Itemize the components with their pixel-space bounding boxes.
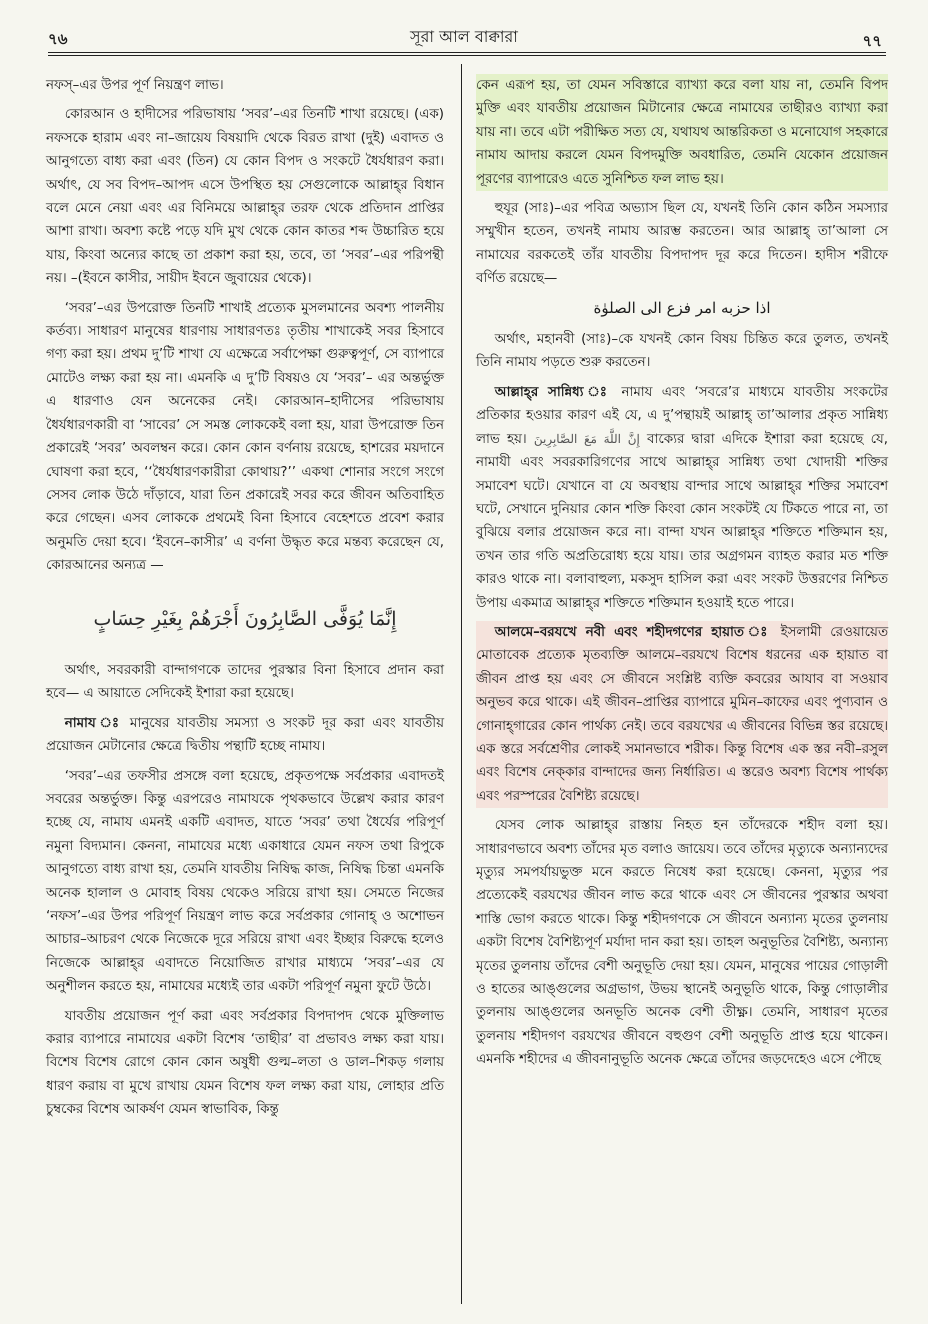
paragraph: হুযূর (সাঃ)–এর পবিত্র অভ্যাস ছিল যে, যখনই তিনি কোন কঠিন সমস্যার সম্মুখীন হতেন, তখনই নামায আরম্ভ করতেন। আর আল্লাহ্‌ তা’আলা সে নামাযের বরকতেই তাঁর যাবতীয় বিপদাপদ দূর করে দিতেন। হাদীস শরীফে বর্ণিত রয়েছে— (476, 201, 888, 287)
paragraph: যাবতীয় প্রয়োজন পূর্ণ করা এবং সর্বপ্রকার বিপদাপদ থেকে মুক্তিলাভ করার ব্যাপারে নামাযের একটা বিশেষ ‘তাছীর’ বা প্রভাবও লক্ষ্য করা যায়। বিশেষ বিশেষ রোগে কোন কোন অষুধী গুল্ম–লতা ও ডাল–শিকড় গলায় ধারণ করায় বা মুখে রাখায় যেমন বিশেষ ফল লক্ষ্য করা যায়, লোহার প্রতি চুম্বকের বিশেষ আকর্ষণ যেমন স্বাভাবিক, কিন্তু (46, 1008, 444, 1118)
arabic-hadith: اذا حزبه امر فزع الى الصلوٰة (593, 298, 771, 317)
paragraph-allah-closeness (476, 381, 888, 615)
page-number-right: ৭৭ (862, 32, 882, 50)
term-heading: আলমে–বরযখে নবী এবং শহীদগণের হায়াত ঃ (494, 624, 772, 640)
left-column (46, 74, 444, 1128)
header-rule-top (48, 52, 886, 53)
paragraph-text: ইসলামী রেওয়ায়েত মোতাবেক প্রত্যেক মৃতব্যক্তি আলমে–বরযখে বিশেষ ধরনের এক হায়াত বা জীবন প্রাপ্ত হয় এবং সে জীবনে সংশ্লিষ্ট ব্যক্তি কবরের আযাব বা সওয়াব অনুভব করে থাকে। এই জীবন–প্রাপ্তির ব্যাপারে মুমিন–কাফের এবং পুণ্যবান ও গোনাহ্‌গারের কোন পার্থক্য নেই। তবে বরযখের এ জীবনের বিভিন্ন স্তর রয়েছে। এক স্তরে সর্বশ্রেণীর লোকই সমানভাবে শরীক। কিন্তু বিশেষ এক স্তর নবী–রসুল এবং বিশেষ নেক্‌কার বান্দাদের জন্য নির্ধারিত। এ স্তরেও অবশ্য বিশেষ পার্থক্য এবং পরস্পরের বৈশিষ্ট্য রয়েছে। (476, 624, 888, 804)
page-number-left: ৭৬ (48, 30, 68, 48)
paragraph-text: বাক্যের দ্বারা এদিকে ইশারা করা হয়েছে যে, নামাযী এবং সবরকারিগণের সাথে আল্লাহ্‌র সান্নিধ্য তথা খোদায়ী শক্তির সমাবেশ ঘটে। যেখানে বা যে অবস্থায় বান্দার সাথে আল্লাহ্‌র শক্তির সমাবেশ ঘটে, সেখানে দুনিয়ার কোন শক্তি কিংবা কোন সংকটই যে টিকতে পারে না, তা বুঝিয়ে বলার প্রয়োজন করে না। বান্দা যখন আল্লাহ্‌র শক্তিতে শক্তিমান হয়, তখন তার গতি অপ্রতিরোধ্য হয়ে যায়। তার অগ্রগমন ব্যাহত করার মত শক্তি কারও থাকে না। বলাবাহুল্য, মকসুদ হাসিল করা এবং সংকট উত্তরণের নিশ্চিত উপায় একমাত্র আল্লাহ্‌র শক্তিতে শক্তিমান হওয়াই হতে পারে। (476, 431, 888, 611)
header-rule-bottom (48, 55, 886, 56)
term-heading: আল্লাহ্‌র সান্নিধ্য ঃ (494, 384, 613, 400)
paragraph-text: নামায এবং ‘সবরে’র মাধ্যমে যাবতীয় সংকটের প্রতিকার হওয়ার কারণ এই যে, এ দু’পন্থায়ই আল্লাহ্‌ তা’আলার প্রকৃত সান্নিধ্য লাভ হয়। (476, 384, 888, 447)
arabic-verse: إِنَّمَا يُوَفَّى الصَّابِرُونَ أَجْرَهُمْ بِغَيْرِ حِسَابٍ (93, 607, 397, 630)
column-divider (461, 64, 462, 1304)
right-column (476, 74, 888, 1078)
paragraph-text: মানুষের যাবতীয় সমস্যা ও সংকট দূর করা এবং যাবতীয় প্রয়োজন মেটানোর ক্ষেত্রে দ্বিতীয় পন্থাটি হচ্ছে নামায। (46, 715, 444, 755)
page-title: সূরা আল বাক্বারা (410, 27, 518, 46)
paragraph-barzakh (476, 621, 888, 808)
paragraph-namaz (46, 712, 444, 759)
paragraph: যেসব লোক আল্লাহ্‌র রাস্তায় নিহত হন তাঁদেরকে শহীদ বলা হয়। সাধারণভাবে অবশ্য তাঁদের মৃত বলাও জায়েয। তবে তাঁদের মৃত্যুকে অন্যান্যদের মৃত্যুর সমপর্যায়ভুক্ত মনে করতে নিষেধ করা হয়েছে। কেননা, মৃত্যুর পর প্রত্যেকেই বরযখের জীবন লাভ করে থাকে এবং সে জীবনের পুরস্কার অথবা শাস্তি ভোগ করতে থাকে। কিন্তু শহীদগণকে সে জীবনে অন্যান্য মৃতের তুলনায় একটা বিশেষ বৈশিষ্ট্যপূর্ণ মর্যাদা দান করা হয়। তাহল অনুভূতির বৈশিষ্ট্য, অন্যান্য মৃতের তুলনায় তাঁদের বেশী অনুভূতি দেয়া হয়। যেমন, মানুষের পায়ের গোড়ালী ও হাতের আঙ্গুলের অগ্রভাগ, উভয় স্থানেই অনুভূতি থাকে, কিন্তু গোড়ালীর তুলনায় আঙ্গুলের অনভূতি অনেক বেশী তীক্ষ্ণ। তেমনি, সাধারণ মৃতের তুলনায় শহীদগণ বরযখের জীবনে বহুগুণ বেশী অনুভূতি প্রাপ্ত হয়ে থাকেন। এমনকি শহীদের এ জীবনানুভূতি অনেক ক্ষেত্রে তাঁদের জড়দেহেও এসে পৌছে (476, 818, 888, 1068)
paragraph: নফস্‌–এর উপর পূর্ণ নিয়ন্ত্রণ লাভ। (46, 78, 224, 93)
paragraph: ‘সবর’–এর উপরোক্ত তিনটি শাখাই প্রত্যেক মুসলমানের অবশ্য পালনীয় কর্তব্য। সাধারণ মানুষের ধারণায় সাধারণতঃ তৃতীয় শাখাকেই সবর হিসাবে গণ্য করা হয়। প্রথম দু’টি শাখা যে এক্ষেত্রে সর্বাপেক্ষা গুরুত্বপূর্ণ, সে ব্যাপারে মোটেও লক্ষ্য করা হয় না। এমনকি এ দু’টি বিষয়ও যে ‘সবর’– এর অন্তর্ভুক্ত এ ধারণাও যেন অনেকের নেই। কোরআন–হাদীসের পরিভাষায় ধৈর্যধারণকারী বা ‘সাবের’ সে সমস্ত লোককেই বলা হয়, যারা উপরোক্ত তিন প্রকারেই ‘সবর’ অবলম্বন করে। কোন কোন বর্ণনায় রয়েছে, হাশরের ময়দানে ঘোষণা করা হবে, ‘‘ধৈর্যধারণকারীরা কোথায়?’’ একথা শোনার সংগে সংগে সেসব লোক উঠে দাঁড়াবে, যারা তিন প্রকারেই সবর করে জীবন অতিবাহিত করে গেছেন। এসব লোককে প্রথমেই বিনা হিসাবে বেহেশতে প্রবেশ করার অনুমতি দেয়া হবে। ‘ইবনে–কাসীর’ এ বর্ণনা উদ্ধৃত করে মন্তব্য করেছেন যে, কোরআনের অন্যত্র — (46, 300, 444, 574)
paragraph: কেন এরূপ হয়, তা যেমন সবিস্তারে ব্যাখ্যা করে বলা যায় না, তেমনি বিপদ মুক্তি এবং যাবতীয় প্রয়োজন মিটানোর ক্ষেত্রে নামাযের তাছীরও ব্যাখ্যা করা যায় না। তবে এটা পরীক্ষিত সত্য যে, যথাযথ আন্তরিকতা ও মনোযোগ সহকারে নামায আদায় করলে যেমন বিপদমুক্তি অবধারিত, তেমনি যেকোন প্রয়োজন পূরণের ব্যাপারেও এতে সুনিশ্চিত ফল লাভ হয়। (476, 74, 888, 191)
paragraph: অর্থাৎ, সবরকারী বান্দাগণকে তাদের পুরস্কার বিনা হিসাবে প্রদান করা হবে— এ আয়াতে সেদিকেই ইশারা করা হয়েছে। (46, 662, 444, 702)
paragraph: ‘সবর’–এর তফসীর প্রসঙ্গে বলা হয়েছে, প্রকৃতপক্ষে সর্বপ্রকার এবাদতই সবরের অন্তর্ভুক্ত। কিন্তু এরপরেও নামাযকে পৃথকভাবে উল্লেখ করার কারণ হচ্ছে যে, নামায এমনই একটি এবাদত, যাতে ‘সবর’ তথা ধৈর্যের পরিপূর্ণ নমুনা বিদ্যমান। কেননা, নামাযের মধ্যে একাধারে যেমন নফস তথা রিপুকে আনুগত্যে বাধ্য রাখা হয়, তেমনি যাবতীয় নিষিদ্ধ কাজ, নিষিদ্ধ চিন্তা এমনকি অনেক হালাল ও মোবাহ বিষয় থেকেও সরিয়ে রাখা হয়। সেমতে নিজের ‘নফস’–এর উপর পরিপূর্ণ নিয়ন্ত্রণ লাভ করে সর্বপ্রকার গোনাহ্‌ ও অশোভন আচার–আচরণ থেকে নিজেকে দূরে সরিয়ে রাখা এবং ইচ্ছার বিরুদ্ধে হলেও নিজেকে আল্লাহ্‌র এবাদতে নিয়োজিত রাখার মাধ্যমে ‘সবর’–এর যে অনুশীলন করতে হয়, নামাযের মধ্যেই তার একটা পরিপূর্ণ নমুনা ফুটে উঠে। (46, 768, 444, 995)
term-heading: নামায ঃ (64, 715, 123, 731)
paragraph: অর্থাৎ, মহানবী (সাঃ)–কে যখনই কোন বিষয় চিন্তিত করে তুলত, তখনই তিনি নামায পড়তে শুরু করতেন। (476, 332, 888, 371)
inline-arabic: إِنَّ اللَّهَ مَعَ الصَّابِرِينَ (533, 431, 640, 446)
paragraph: কোরআন ও হাদীসের পরিভাষায় ‘সবর’–এর তিনটি শাখা রয়েছে। (এক) নফসকে হারাম এবং না–জায়েয বিষয়াদি থেকে বিরত রাখা (দুই) এবাদত ও আনুগত্যে বাধ্য করা এবং (তিন) যে কোন বিপদ ও সংকটে ধৈর্যধারণ করা। অর্থাৎ, যে সব বিপদ–আপদ এসে উপস্থিত হয় সেগুলোকে আল্লাহ্‌র বিধান বলে মেনে নেয়া এবং এর বিনিময়ে আল্লাহ্‌র তরফ থেকে প্রতিদান প্রাপ্তির আশা রাখা। অবশ্য কষ্টে পড়ে যদি মুখ থেকে কোন কাতর শব্দ উচ্চারিত হয়ে যায়, কিংবা অন্যের কাছে তা প্রকাশ করা হয়, তবে, তা ‘সবর’–এর পরিপন্থী নয়। –(ইবনে কাসীর, সায়ীদ ইবনে জুবায়ের থেকে)। (46, 107, 444, 287)
